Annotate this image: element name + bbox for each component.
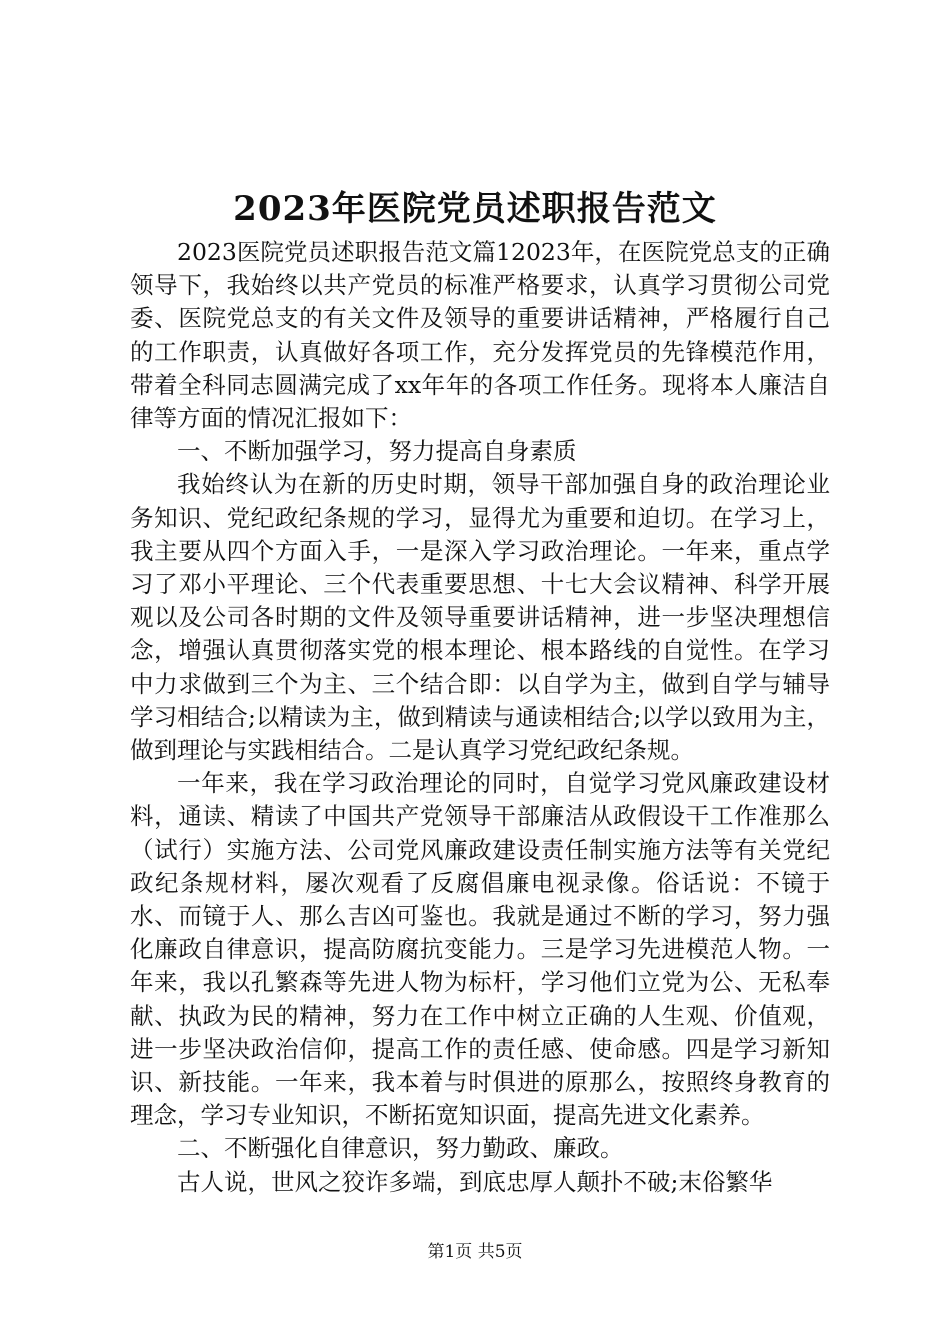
paragraph-ancient-saying: 古人说，世风之狡诈多端，到底忠厚人颠扑不破;末俗繁华 <box>177 1167 773 1196</box>
page-number-footer: 第1页 共5页 <box>427 1242 523 1262</box>
paragraph-intro: 2023医院党员述职报告范文篇12023年，在医院党总支的正确领导下，我始终以共产党员的标准严格要求，认真学习贯彻公司党委、医院党总支的有关文件及领导的重要讲话精神，严格履行自己的工作职责，认真做好各项工作，充分发挥党员的先锋模范作用，带着全科同志圆满完成了xx年年的各项工作任务。现将本人廉洁自律等方面的情况汇报如下： <box>130 238 830 433</box>
document-body <box>130 236 830 1199</box>
paragraph-discipline: 一年来，我在学习政治理论的同时，自觉学习党风廉政建设材料，通读、精读了中国共产党领导干部廉洁从政假设干工作准那么（试行）实施方法、公司党风廉政建设责任制实施方法等有关党纪政纪条规材料，屡次观看了反腐倡廉电视录像。俗话说：不镜于水、而镜于人、那么吉凶可鉴也。我就是通过不断的学习，努力强化廉政自律意识，提高防腐抗变能力。三是学习先进模范人物。一年来，我以孔繁森等先进人物为标杆，学习他们立党为公、无私奉献、执政为民的精神，努力在工作中树立正确的人生观、价值观，进一步坚决政治信仰，提高工作的责任感、使命感。四是学习新知识、新技能。一年来，我本着与时俱进的原那么，按照终身教育的理念，学习专业知识，不断拓宽知识面，提高先进文化素养。 <box>130 769 830 1130</box>
section-heading-2: 二、不断强化自律意识，努力勤政、廉政。 <box>177 1134 624 1163</box>
section-heading-1: 一、不断加强学习，努力提高自身素质 <box>177 437 577 466</box>
paragraph-study: 我始终认为在新的历史时期，领导干部加强自身的政治理论业务知识、党纪政纪条规的学习，显得尤为重要和迫切。在学习上，我主要从四个方面入手，一是深入学习政治理论。一年来，重点学习了邓小平理论、三个代表重要思想、十七大会议精神、科学开展观以及公司各时期的文件及领导重要讲话精神，进一步坚决理想信念，增强认真贯彻落实党的根本理论、根本路线的自觉性。在学习中力求做到三个为主、三个结合即：以自学为主，做到自学与辅导学习相结合;以精读为主，做到精读与通读相结合;以学以致用为主，做到理论与实践相结合。二是认真学习党纪政纪条规。 <box>130 470 830 765</box>
document-title: 2023年医院党员述职报告范文 <box>233 189 717 229</box>
